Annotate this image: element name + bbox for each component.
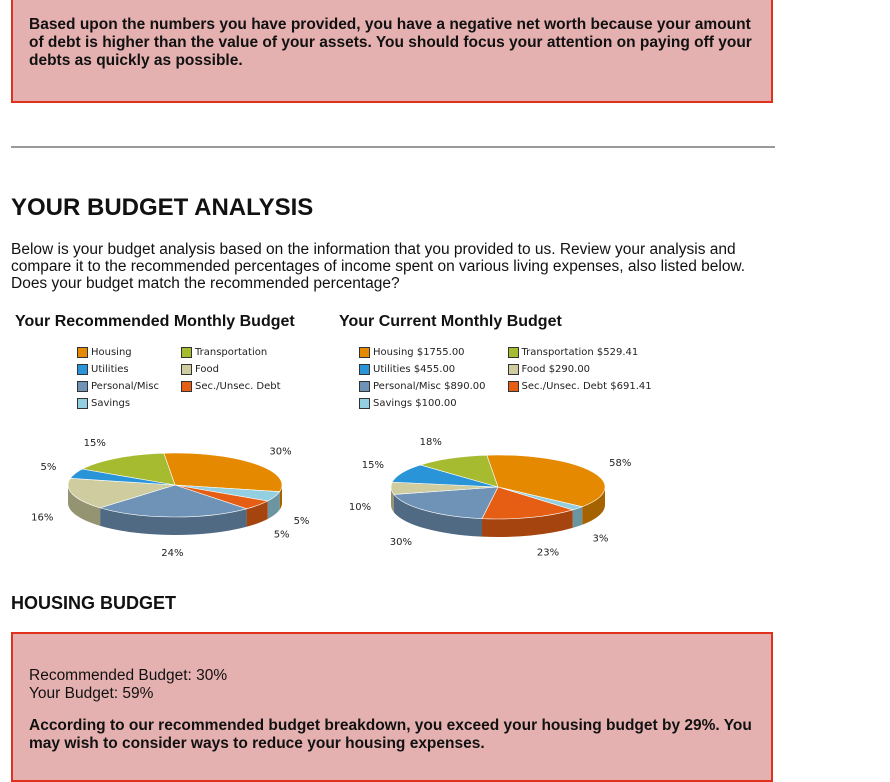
legend-item <box>77 345 159 359</box>
pie-value-label: 15% <box>83 438 106 450</box>
legend-item <box>181 362 281 376</box>
pie-value-label: 5% <box>273 529 290 541</box>
legend-swatch <box>508 381 519 392</box>
current-budget-pie-chart <box>330 420 660 570</box>
legend-swatch <box>508 347 519 358</box>
legend-label: Personal/Misc <box>91 380 159 392</box>
legend-swatch <box>359 347 370 358</box>
legend-swatch <box>359 398 370 409</box>
net-worth-alert <box>11 0 773 103</box>
legend-swatch <box>77 364 88 375</box>
legend-label: Personal/Misc $890.00 <box>373 380 486 392</box>
legend-label: Savings $100.00 <box>373 397 457 409</box>
housing-budget-box <box>11 632 773 782</box>
legend-item <box>181 379 281 393</box>
legend-label: Transportation <box>195 346 268 358</box>
legend-swatch <box>181 381 192 392</box>
housing-advice: According to our recommended budget breakdown, you exceed your housing budget by 29%. You may wish to consider ways to reduce your housing expenses. <box>29 717 752 752</box>
legend-label: Sec./Unsec. Debt $691.41 <box>521 380 652 392</box>
legend-label: Food $290.00 <box>521 363 591 375</box>
legend-item <box>77 379 159 393</box>
legend-item <box>508 345 652 359</box>
pie-value-label: 3% <box>592 533 609 545</box>
legend-item <box>77 362 159 376</box>
recommended-budget-pie-chart <box>0 420 330 570</box>
pie-value-label: 5% <box>40 462 57 474</box>
pie-value-label: 58% <box>609 457 632 469</box>
legend-label: Transportation $529.41 <box>521 346 639 358</box>
legend-item <box>77 396 159 410</box>
legend-item <box>508 362 652 376</box>
legend-label: Housing $1755.00 <box>373 346 465 358</box>
legend-label: Sec./Unsec. Debt <box>195 380 281 392</box>
budget-analysis-title: YOUR BUDGET ANALYSIS <box>11 194 314 221</box>
legend-swatch <box>359 381 370 392</box>
pie-value-label: 24% <box>161 547 184 559</box>
recommended-budget-legend <box>77 345 281 410</box>
legend-swatch <box>181 347 192 358</box>
legend-swatch <box>181 364 192 375</box>
pie-slice-side <box>573 507 583 528</box>
current-budget-legend <box>359 345 652 410</box>
legend-item <box>359 379 486 393</box>
legend-swatch <box>359 364 370 375</box>
legend-label: Utilities <box>91 363 129 375</box>
legend-swatch <box>77 347 88 358</box>
legend-item <box>508 379 652 393</box>
current-budget-title: Your Current Monthly Budget <box>339 313 562 330</box>
legend-swatch <box>77 381 88 392</box>
pie-value-label: 30% <box>389 536 413 548</box>
legend-item <box>359 396 486 410</box>
pie-value-label: 16% <box>31 512 54 524</box>
legend-label: Savings <box>91 397 131 409</box>
section-divider <box>11 146 775 148</box>
net-worth-message: Based upon the numbers you have provided, you have a negative net worth because your amount of debt is higher than the value of your assets. You should focus your attention on paying off your debts as quickly as possible. <box>29 16 752 69</box>
pie-value-label: 10% <box>348 502 372 514</box>
legend-label: Utilities $455.00 <box>373 363 456 375</box>
pie-value-label: 23% <box>536 547 560 559</box>
legend-label: Food <box>195 363 219 375</box>
pie-value-label: 15% <box>361 459 385 471</box>
recommended-budget-title: Your Recommended Monthly Budget <box>15 313 295 330</box>
legend-label: Housing <box>91 346 132 358</box>
legend-item <box>359 362 486 376</box>
pie-value-label: 30% <box>269 446 292 458</box>
legend-item <box>359 345 486 359</box>
pie-value-label: 5% <box>293 515 310 527</box>
pie-value-label: 18% <box>419 437 442 449</box>
housing-budget-title: HOUSING BUDGET <box>11 593 177 613</box>
legend-swatch <box>77 398 88 409</box>
budget-analysis-intro: Below is your budget analysis based on the information that you provided to us. Review your analysis and compare it to the recommended percentages of income spent on various living expenses, also listed below. Does your budget match the recommended percentage? <box>11 241 746 292</box>
legend-item <box>181 345 281 359</box>
housing-yours: Your Budget: 59% <box>29 685 154 702</box>
housing-recommended: Recommended Budget: 30% <box>29 667 228 684</box>
legend-swatch <box>508 364 519 375</box>
